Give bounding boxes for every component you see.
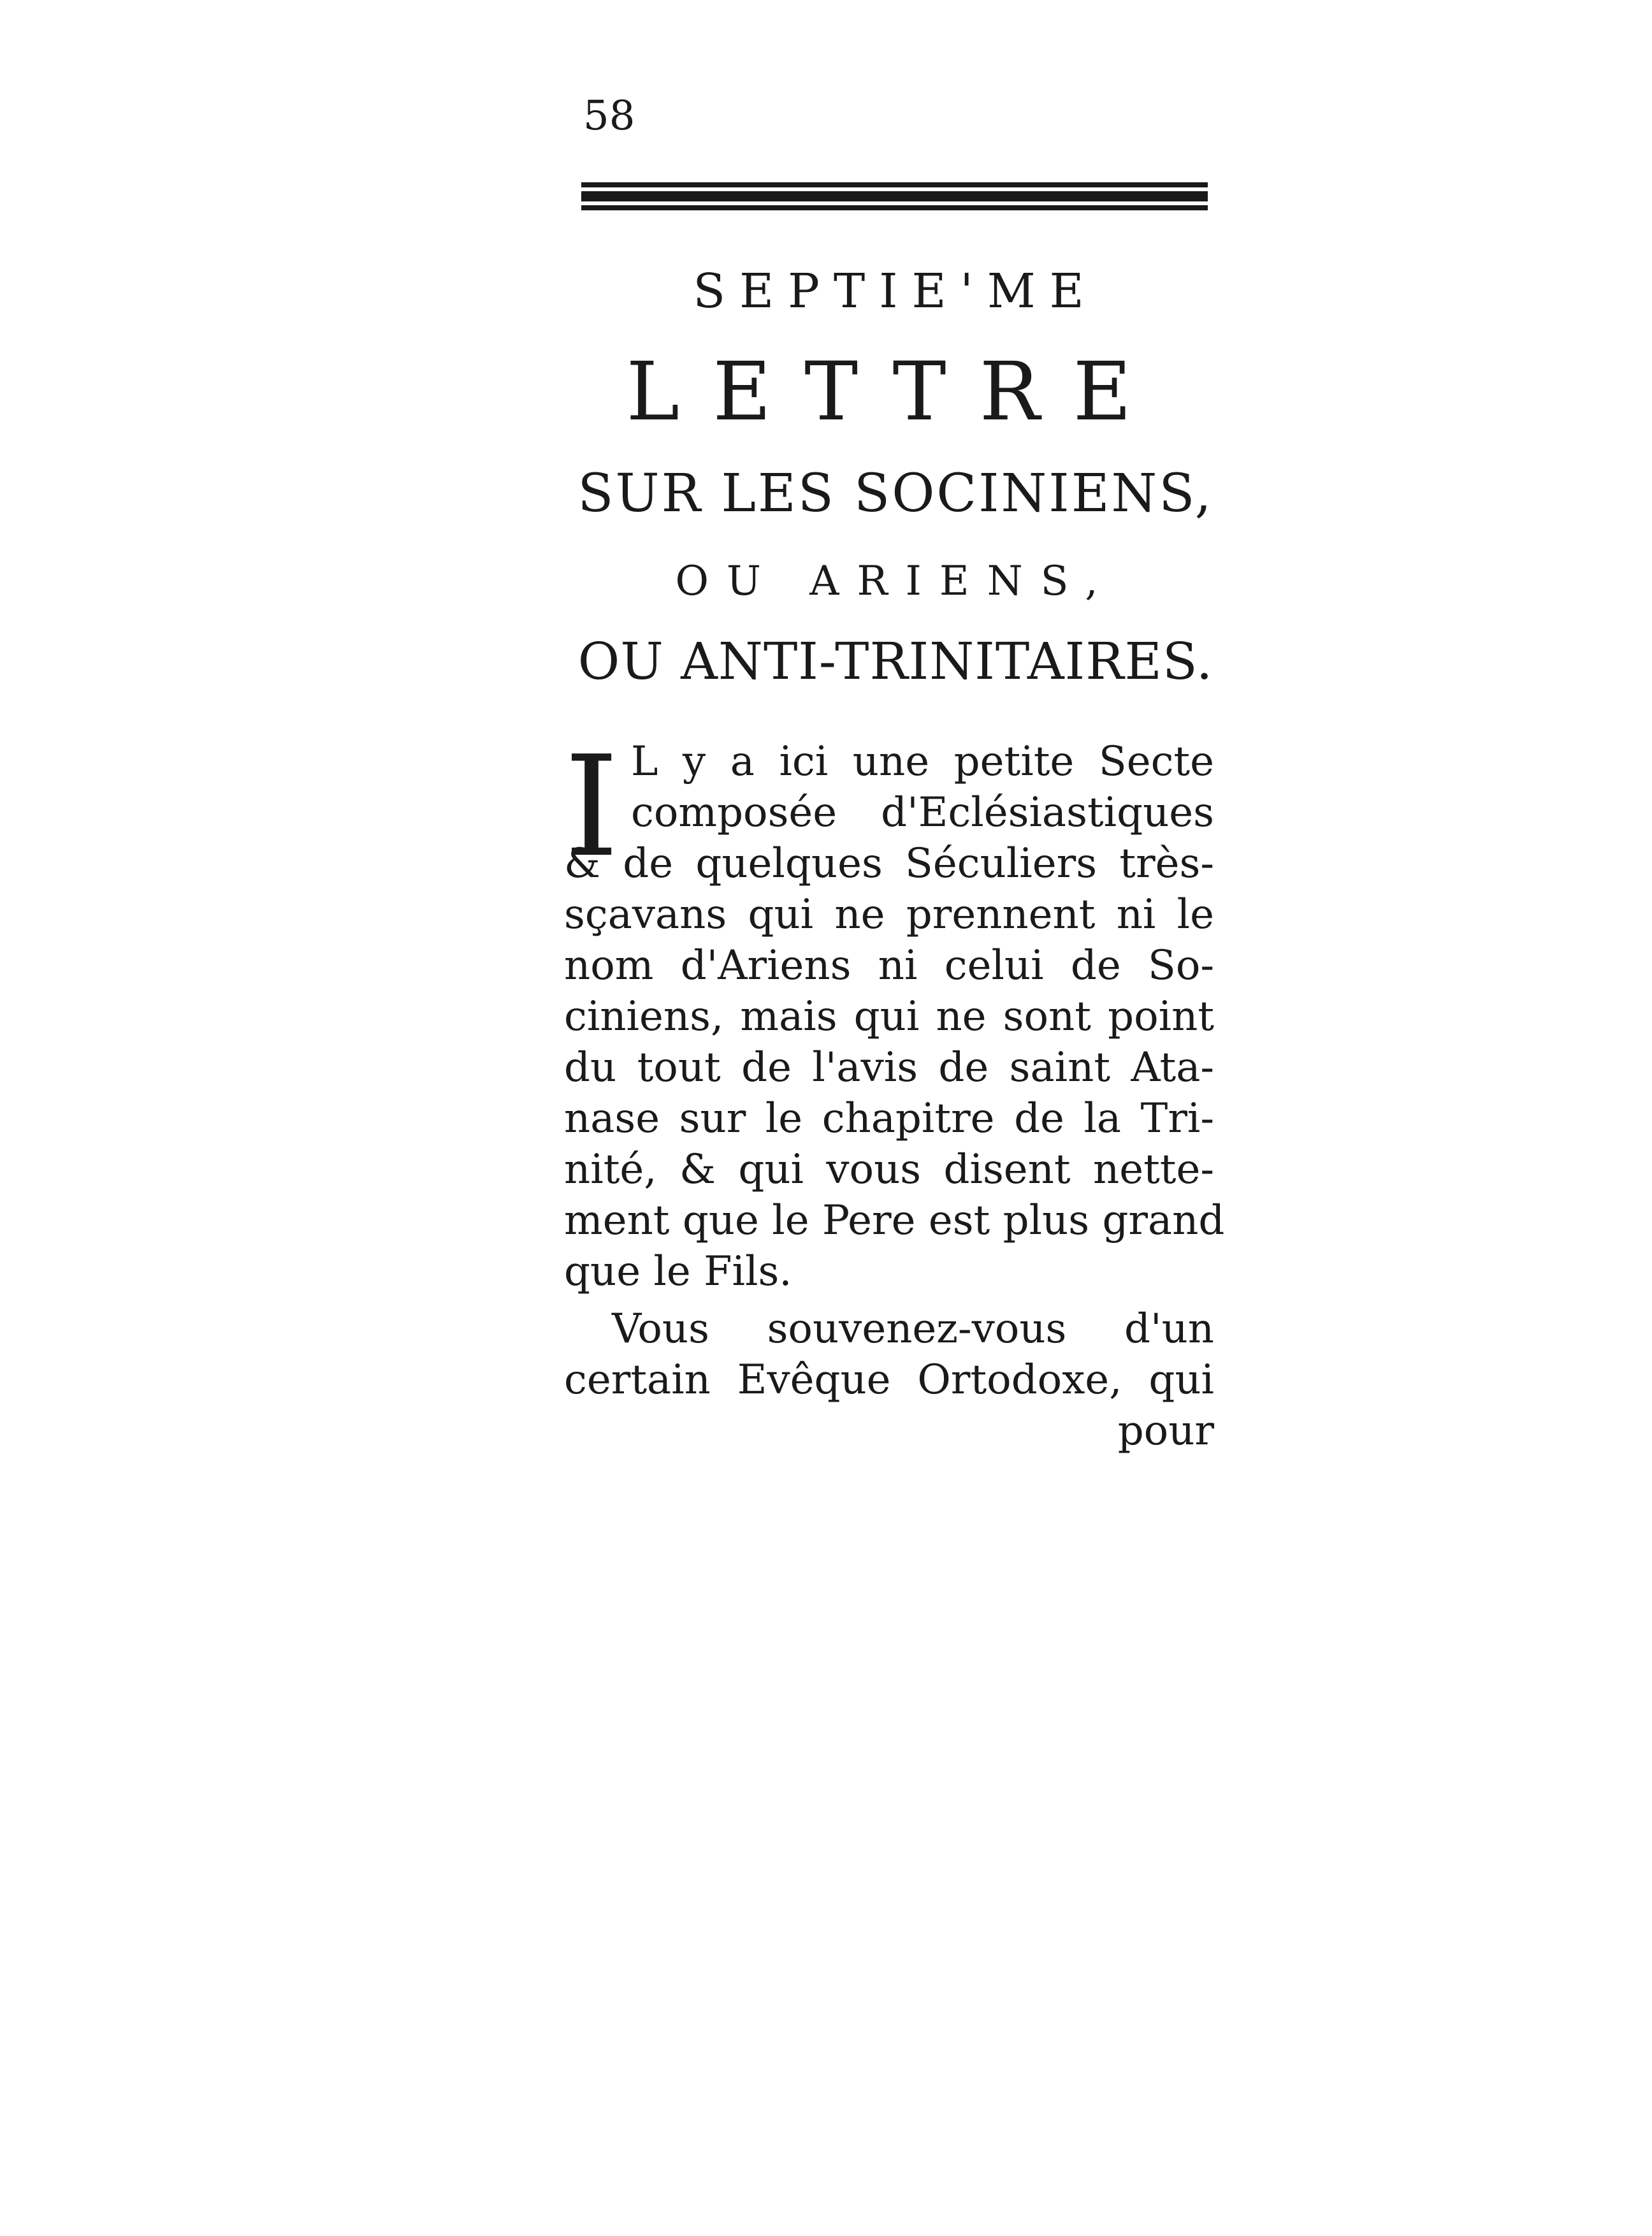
text-line: que le Fils. [564, 1248, 792, 1295]
text-line: du tout de l'avis de saint Ata- [564, 1044, 1214, 1091]
header-rule [581, 182, 1208, 214]
text-line: certain Evêque Ortodoxe, qui [564, 1356, 1214, 1404]
text-line: nase sur le chapitre de la Tri- [564, 1095, 1214, 1142]
heading-lettre: LETTRE [626, 345, 1165, 439]
catchword: pour [1117, 1407, 1214, 1455]
heading-septieme: SEPTIE'ME [693, 264, 1098, 319]
text-line: & de quelques Séculiers très- [564, 840, 1214, 887]
drop-cap: I [564, 727, 620, 888]
heading-sur-les-sociniens: SUR LES SOCINIENS, [577, 463, 1214, 524]
text-line: ciniens, mais qui ne sont point [564, 993, 1214, 1040]
text-line: composée d'Eclésiastiques [631, 789, 1214, 836]
heading-ou-ariens: OU ARIENS, [675, 558, 1116, 605]
text-line: L y a ici une petite Secte [631, 738, 1214, 785]
text-line: sçavans qui ne prennent ni le [564, 891, 1214, 938]
text-line: ment que le Pere est plus grand [564, 1197, 1225, 1244]
text-line: Vous souvenez-vous d'un [612, 1305, 1214, 1353]
text-line: nom d'Ariens ni celui de So- [564, 942, 1214, 989]
heading-ou-anti-trinitaires: OU ANTI-TRINITAIRES. [577, 632, 1214, 691]
page-number: 58 [583, 92, 635, 140]
text-line: nité, & qui vous disent nette- [564, 1146, 1214, 1193]
